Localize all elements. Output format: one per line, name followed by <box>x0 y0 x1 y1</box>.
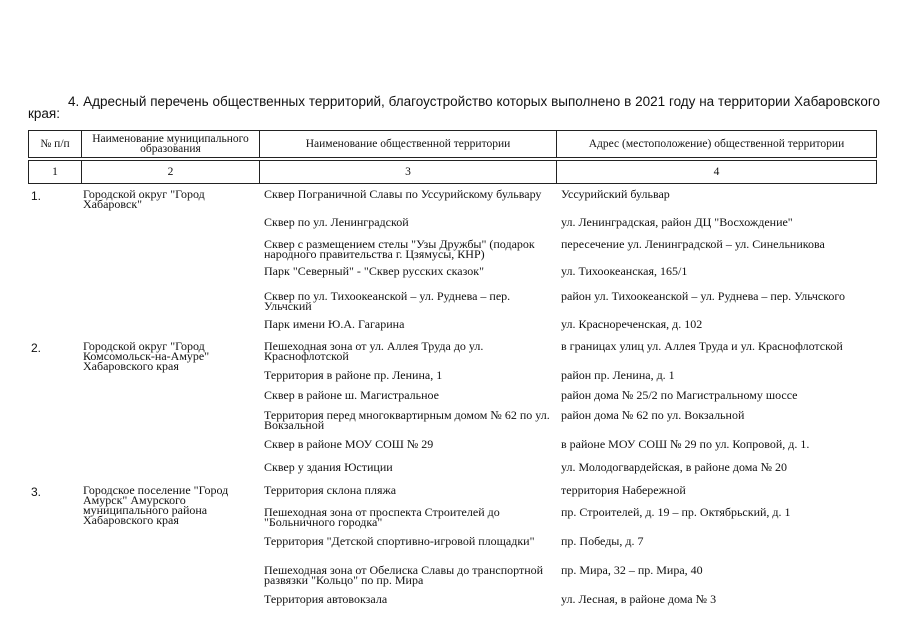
territory-name: Парк имени Ю.А. Гагарина <box>264 317 405 331</box>
territory-address: Уссурийский бульвар <box>561 187 670 201</box>
col-index-4: 4 <box>557 161 877 184</box>
territory-name: Пешеходная зона от проспекта Строителей до "Больничного городка" <box>264 505 500 529</box>
territory-address: ул. Лесная, в районе дома № 3 <box>561 592 717 606</box>
group-number: 1. <box>31 189 42 203</box>
col-header-territory: Наименование общественной территории <box>260 131 557 158</box>
territory-address: пр. Мира, 32 – пр. Мира, 40 <box>561 563 703 577</box>
col-header-num: № п/п <box>29 131 82 158</box>
municipality-name: Городской округ "Город Комсомольск-на-Амуре" Хабаровского края <box>83 339 210 373</box>
col-index-2: 2 <box>82 161 260 184</box>
territory-address: территория Набережной <box>561 483 686 497</box>
territory-name: Сквер в районе МОУ СОШ № 29 <box>264 437 434 451</box>
group-number: 3. <box>31 485 42 499</box>
col-header-municipality: Наименование муниципального образования <box>82 131 260 158</box>
territory-name: Территория склона пляжа <box>264 483 397 497</box>
col-index-1: 1 <box>29 161 82 184</box>
municipality-name: Городской округ "Город Хабаровск" <box>83 187 205 211</box>
territory-address: пересечение ул. Ленинградской – ул. Синельникова <box>561 237 825 251</box>
col-index-3: 3 <box>260 161 557 184</box>
territory-address: ул. Краснореченская, д. 102 <box>561 317 703 331</box>
territory-name: Пешеходная зона от ул. Аллея Труда до ул. Краснофлотской <box>264 339 484 363</box>
group-number: 2. <box>31 341 42 355</box>
territory-address: в границах улиц ул. Аллея Труда и ул. Краснофлотской <box>561 339 843 353</box>
territory-address: ул. Молодогвардейская, в районе дома № 20 <box>561 460 788 474</box>
territory-name: Территория в районе пр. Ленина, 1 <box>264 368 443 382</box>
territory-address: в районе МОУ СОШ № 29 по ул. Копровой, д. 1. <box>561 437 810 451</box>
territory-name: Территория автовокзала <box>264 592 388 606</box>
col-header-address: Адрес (местоположение) общественной территории <box>557 131 877 158</box>
territory-address: пр. Победы, д. 7 <box>561 534 644 548</box>
territory-address: ул. Ленинградская, район ДЦ "Восхождение" <box>561 215 793 229</box>
territory-address: ул. Тихоокеанская, 165/1 <box>561 264 688 278</box>
territory-address: район дома № 25/2 по Магистральному шоссе <box>561 388 798 402</box>
territory-name: Парк "Северный" - "Сквер русских сказок" <box>264 264 485 278</box>
territory-name: Сквер Пограничной Славы по Уссурийскому бульвару <box>264 187 542 201</box>
territory-name: Сквер по ул. Ленинградской <box>264 215 409 229</box>
territory-name: Сквер по ул. Тихоокеанской – ул. Руднева – пер. Ульчский <box>264 289 511 313</box>
territory-name: Сквер с размещением стелы "Узы Дружбы" (подарок народного правительства г. Цзямусы, КНР) <box>264 237 535 261</box>
heading-text: 4. Адресный перечень общественных территорий, благоустройство которых выполнено в 2021 году на территории Хабаровского края: <box>28 94 880 121</box>
territory-name: Сквер в районе ш. Магистральное <box>264 388 440 402</box>
territory-name: Территория перед многоквартирным домом № 62 по ул. Вокзальной <box>264 408 550 432</box>
section-heading <box>28 96 880 120</box>
municipality-name: Городское поселение "Город Амурск" Амурского муниципального района Хабаровского края <box>83 483 229 527</box>
territory-name: Сквер у здания Юстиции <box>264 460 393 474</box>
territory-address: пр. Строителей, д. 19 – пр. Октябрьский, д. 1 <box>561 505 791 519</box>
territory-address: район дома № 62 по ул. Вокзальной <box>561 408 745 422</box>
territory-name: Пешеходная зона от Обелиска Славы до транспортной развязки "Кольцо" по пр. Мира <box>264 563 544 587</box>
table-header <box>28 130 877 184</box>
territory-address: район пр. Ленина, д. 1 <box>561 368 675 382</box>
territory-name: Территория "Детской спортивно-игровой площадки" <box>264 534 535 548</box>
territory-address: район ул. Тихоокеанской – ул. Руднева – пер. Ульчского <box>561 289 846 303</box>
